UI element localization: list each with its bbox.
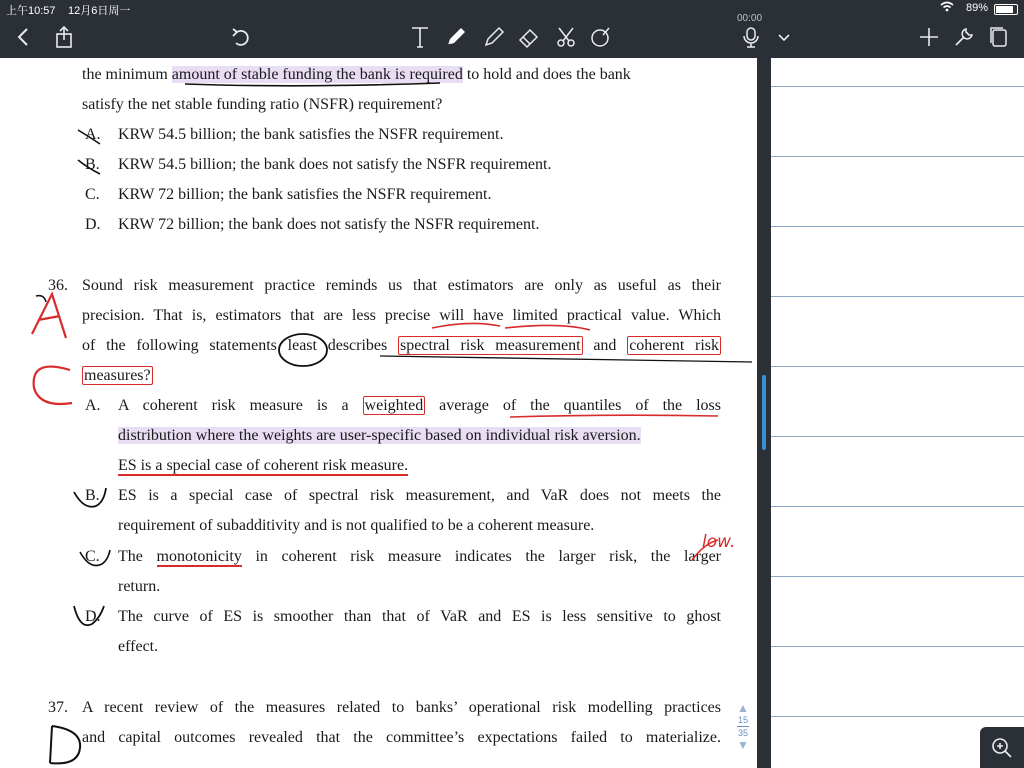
notes-rule bbox=[771, 366, 1024, 367]
q36-option-a-line-1 bbox=[118, 397, 721, 415]
notes-pane[interactable] bbox=[771, 58, 1024, 768]
page-up-icon[interactable]: ▲ bbox=[737, 701, 749, 715]
q36-option-c-line-2: return. bbox=[118, 578, 161, 595]
option-text: The bbox=[118, 548, 157, 565]
option-letter: C. bbox=[85, 186, 100, 203]
scroll-indicator[interactable] bbox=[762, 375, 766, 450]
q37-number: 37. bbox=[48, 699, 68, 716]
q36-option-d-letter: D. bbox=[85, 608, 101, 625]
option-text: ES is a special case of coherent risk measure. bbox=[118, 457, 409, 474]
q35-text: to hold and does the bank bbox=[462, 66, 631, 83]
q36-line-3 bbox=[82, 337, 721, 355]
notes-rule bbox=[771, 86, 1024, 87]
battery-percent: 89% bbox=[965, 2, 988, 14]
back-icon[interactable] bbox=[11, 24, 37, 50]
eraser-tool-icon[interactable] bbox=[516, 24, 542, 50]
q36-line-1: Sound risk measurement practice reminds us that estimators are only as useful as their bbox=[82, 277, 721, 294]
zoom-button[interactable] bbox=[980, 727, 1024, 768]
q36-option-a-letter: A. bbox=[85, 397, 101, 414]
q36-number: 36. bbox=[48, 277, 68, 294]
recording-time: 00:00 bbox=[737, 13, 763, 24]
pages-icon[interactable] bbox=[986, 24, 1012, 50]
q36-option-c-letter: C. bbox=[85, 548, 100, 565]
lasso-tool-icon[interactable] bbox=[553, 24, 579, 50]
option-letter: D. bbox=[85, 216, 101, 233]
undo-icon[interactable] bbox=[228, 24, 254, 50]
q36-option-b-line-2: requirement of subadditivity and is not qualified to be a coherent measure. bbox=[118, 517, 595, 534]
status-time: 上午10:57 bbox=[6, 5, 56, 17]
q35-option-c bbox=[85, 186, 491, 204]
q37-line-2: and capital outcomes revealed that the committee’s expectations failed to materialize. bbox=[82, 729, 721, 746]
q35-option-d bbox=[85, 216, 539, 234]
microphone-icon[interactable] bbox=[738, 24, 764, 50]
page-indicator[interactable] bbox=[732, 701, 754, 752]
page-divider bbox=[737, 726, 749, 727]
wifi-icon bbox=[940, 1, 954, 15]
notes-rule bbox=[771, 296, 1024, 297]
q35-option-b bbox=[85, 156, 551, 174]
shapes-tool-icon[interactable] bbox=[588, 24, 614, 50]
total-pages: 35 bbox=[737, 728, 748, 738]
q36-line-2: precision. That is, estimators that are less precise will have limited practical value. Which bbox=[82, 307, 721, 324]
q37-line-1: A recent review of the measures related to banks’ operational risk modelling practices bbox=[82, 699, 721, 716]
zoom-in-icon bbox=[991, 737, 1013, 759]
status-date: 12月6日周一 bbox=[68, 5, 131, 17]
option-text: in coherent risk measure indicates the larger risk, the larger bbox=[241, 548, 721, 565]
q35-text: the minimum bbox=[82, 66, 172, 83]
option-text: KRW 72 billion; the bank satisfies the NSFR requirement. bbox=[118, 186, 492, 203]
notes-rule bbox=[771, 576, 1024, 577]
q36-line-4 bbox=[82, 367, 153, 385]
q36-option-a-line-3 bbox=[118, 457, 408, 475]
q36-least: least bbox=[287, 337, 317, 354]
q36-option-a-line-2 bbox=[118, 427, 641, 445]
q36-spectral-risk: spectral risk measurement bbox=[400, 337, 581, 354]
highlighter-tool-icon[interactable] bbox=[481, 24, 507, 50]
q36-option-c-line-1 bbox=[118, 548, 721, 566]
q36-coherent-risk: coherent risk bbox=[629, 337, 720, 354]
document-page[interactable] bbox=[0, 58, 758, 768]
option-text: KRW 54.5 billion; the bank does not satisfy the NSFR requirement. bbox=[118, 156, 552, 173]
wrench-icon[interactable] bbox=[951, 24, 977, 50]
notes-rule bbox=[771, 436, 1024, 437]
notes-rule bbox=[771, 156, 1024, 157]
option-letter: B. bbox=[85, 156, 100, 173]
page-down-icon[interactable]: ▼ bbox=[737, 738, 749, 752]
battery-icon bbox=[994, 4, 1018, 15]
pen-tool-icon[interactable] bbox=[443, 24, 469, 50]
q35-line-1 bbox=[82, 66, 631, 84]
margin-note: low. bbox=[702, 532, 736, 552]
notes-rule bbox=[771, 506, 1024, 507]
q36-text: describes bbox=[316, 337, 399, 354]
q36-option-b-line-1: ES is a special case of spectral risk measurement, and VaR does not meets the bbox=[118, 487, 721, 504]
weighted-word: weighted bbox=[364, 397, 424, 414]
top-toolbar bbox=[0, 0, 1024, 58]
q35-line-2: satisfy the net stable funding ratio (NSFR) requirement? bbox=[82, 96, 443, 113]
q36-text: and bbox=[582, 337, 628, 354]
q36-measures: measures? bbox=[84, 367, 151, 384]
q35-highlight: amount of stable funding the bank is required bbox=[171, 66, 463, 83]
option-text: KRW 54.5 billion; the bank satisfies the NSFR requirement. bbox=[118, 126, 504, 143]
q36-option-b-letter: B. bbox=[85, 487, 100, 504]
current-page: 15 bbox=[737, 715, 748, 725]
option-text: KRW 72 billion; the bank does not satisfy the NSFR requirement. bbox=[118, 216, 540, 233]
add-icon[interactable] bbox=[916, 24, 942, 50]
q36-option-d-line-2: effect. bbox=[118, 638, 159, 655]
notes-rule bbox=[771, 646, 1024, 647]
q36-text: of the following statements bbox=[82, 337, 288, 354]
q35-option-a bbox=[85, 126, 503, 144]
option-text: distribution where the weights are user-specific based on individual risk aversion. bbox=[118, 427, 641, 444]
monotonicity-word: monotonicity bbox=[156, 548, 242, 565]
notes-rule bbox=[771, 226, 1024, 227]
share-icon[interactable] bbox=[51, 24, 77, 50]
option-text: average of the quantiles of the loss bbox=[425, 397, 722, 414]
option-text: A coherent risk measure is a bbox=[118, 397, 363, 414]
option-letter: A. bbox=[85, 126, 101, 143]
chevron-down-icon[interactable] bbox=[771, 24, 797, 50]
text-tool-icon[interactable] bbox=[407, 24, 433, 50]
status-bar bbox=[0, 0, 1024, 18]
notes-rule bbox=[771, 716, 1024, 717]
q36-option-d-line-1: The curve of ES is smoother than that of VaR and ES is less sensitive to ghost bbox=[118, 608, 721, 625]
